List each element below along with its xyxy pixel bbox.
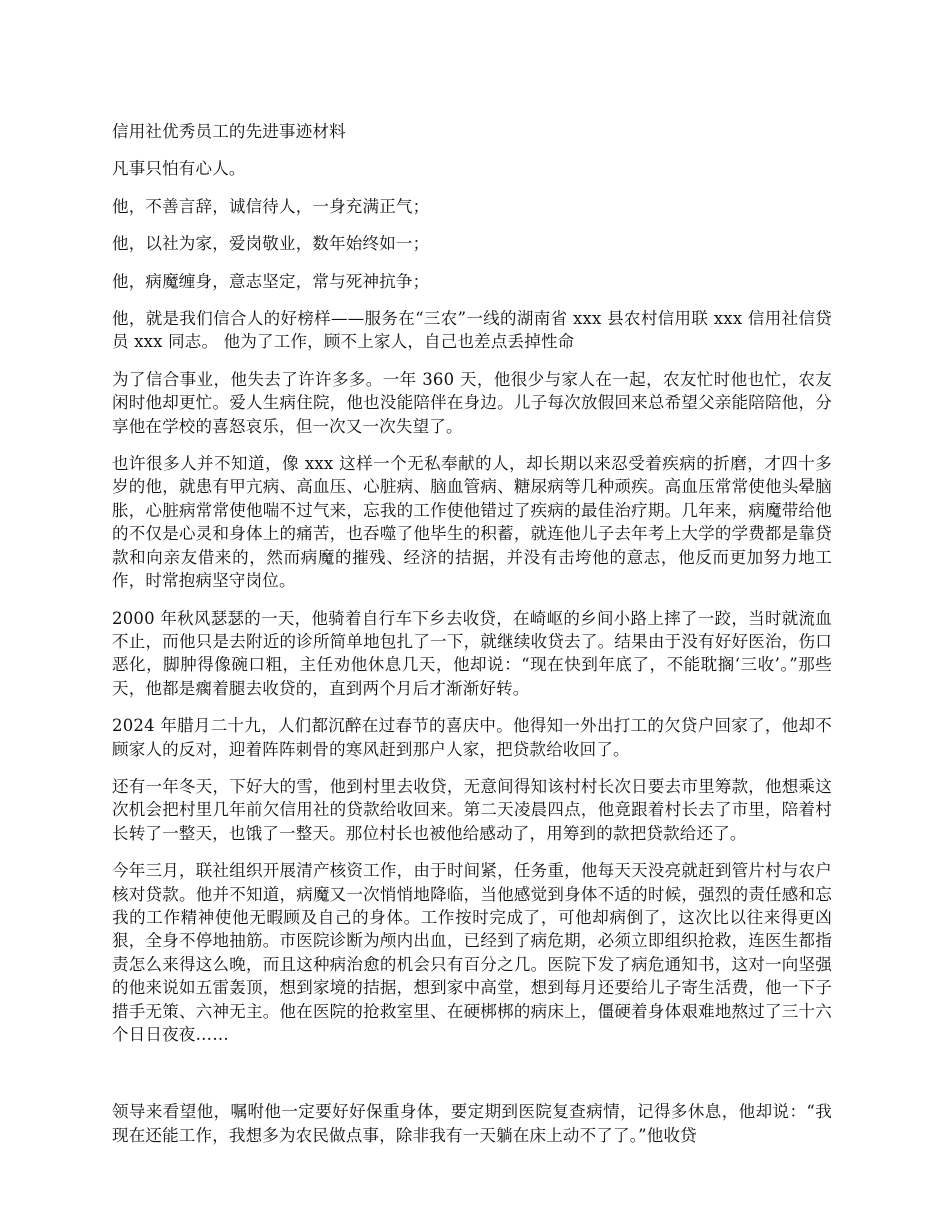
paragraph: 他，就是我们信合人的好榜样——服务在“三农”一线的湖南省 xxx 县农村信用联 xxx 信用社信贷员 xxx 同志。 他为了工作，顾不上家人，自己也差点丢掉性命 — [112, 309, 832, 352]
paragraph: 他，以社为家，爱岗敬业，数年始终如一； — [112, 234, 430, 254]
paragraph: 为了信合事业，他失去了许许多多。一年 360 天，他很少与家人在一起，农友忙时他也忙，农友闲时他却更忙。爱人生病住院，他也没能陪伴在身边。儿子每次放假回来总希望父亲能陪陪他，分享他在学校的喜怒哀乐，但一次又一次失望了。 — [112, 369, 832, 436]
document-page — [112, 120, 832, 1161]
paragraph: 2000 年秋风瑟瑟的一天，他骑着自行车下乡去收贷，在崎岖的乡间小路上摔了一跤，当时就流血不止，而他只是去附近的诊所简单地包扎了一下，就继续收贷去了。结果由于没有好好医治，伤口恶化，脚肿得像碗口粗，主任劝他休息几天，他却说：“现在快到年底了，不能耽搁‘三收’。”那些天，他都是瘸着腿去收贷的，直到两个月后才渐渐好转。 — [112, 608, 832, 698]
paragraph: 还有一年冬天，下好大的雪，他到村里去收贷，无意间得知该村村长次日要去市里筹款，他想乘这次机会把村里几年前欠信用社的贷款给收回来。第二天凌晨四点，他竟跟着村长去了市里，陪着村长转了一整天，也饿了一整天。那位村长也被他给感动了，用筹到的款把贷款给还了。 — [112, 776, 832, 843]
paragraph: 领导来看望他，嘱咐他一定要好好保重身体，要定期到医院复查病情，记得多休息，他却说：“我现在还能工作，我想多为农民做点事，除非我有一天躺在床上动不了了。”他收贷 — [112, 1102, 832, 1145]
paragraph-gap — [112, 1060, 832, 1100]
paragraph: 他，病魔缠身，意志坚定，常与死神抗争； — [112, 271, 430, 291]
paragraph: 也许很多人并不知道，像 xxx 这样一个无私奉献的人，却长期以来忍受着疾病的折磨，才四十多岁的他，就患有甲亢病、高血压、心脏病、脑血管病、糖尿病等几种顽疾。高血压常常使他头晕脑胀，心脏病常常使他喘不过气来，忘我的工作使他错过了疾病的最佳治疗期。几年来，病魔带给他的不仅是心灵和身体上的痛苦，也吞噬了他毕生的积蓄，就连他儿子去年考上大学的学费都是靠贷款和向亲友借来的，然而病魔的摧残、经济的拮据，并没有击垮他的意志，他反而更加努力地工作，时常抱病坚守岗位。 — [112, 454, 832, 591]
paragraph: 2024 年腊月二十九，人们都沉醉在过春节的喜庆中。他得知一外出打工的欠贷户回家了，他却不顾家人的反对，迎着阵阵刺骨的寒风赶到那户人家，把贷款给收回了。 — [112, 716, 832, 759]
document-title: 信用社优秀员工的先进事迹材料 — [112, 122, 346, 141]
paragraph: 他，不善言辞，诚信待人，一身充满正气； — [112, 196, 430, 216]
paragraph: 凡事只怕有心人。 — [112, 159, 246, 179]
paragraph: 今年三月，联社组织开展清产核资工作，由于时间紧，任务重，他每天天没亮就赶到管片村与农户核对贷款。他并不知道，病魔又一次悄悄地降临，当他感觉到身体不适的时候，强烈的责任感和忘我的工作精神使他无暇顾及自己的身体。工作按时完成了，可他却病倒了，这次比以往来得更凶狠，全身不停地抽筋。市医院诊断为颅内出血，已经到了病危期，必须立即组织抢救，连医生都指责怎么来得这么晚，而且这种病治愈的机会只有百分之几。医院下发了病危通知书，这对一向坚强的他来说如五雷轰顶，想到家境的拮据，想到家中高堂，想到每月还要给儿子寄生活费，他一下子措手无策、六神无主。他在医院的抢救室里、在硬梆梆的病床上，僵硬着身体艰难地熬过了三十六个日日夜夜…… — [112, 861, 832, 1044]
